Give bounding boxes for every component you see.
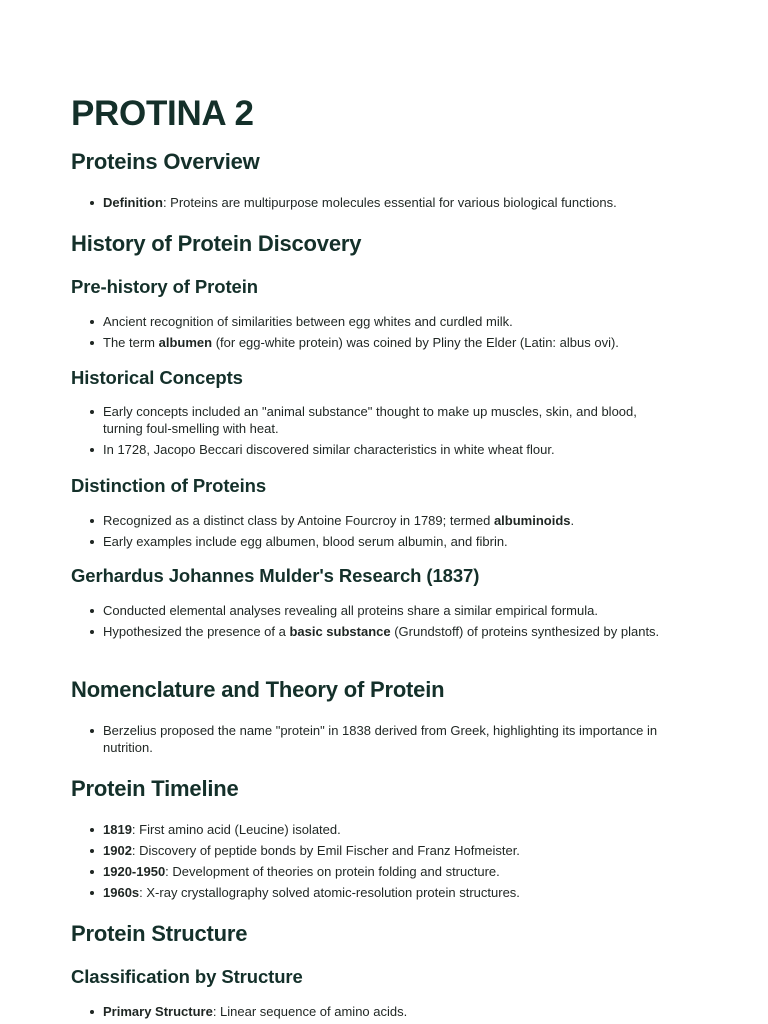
section-heading-nomenclature: Nomenclature and Theory of Protein	[71, 677, 445, 702]
list-item: Early concepts included an "animal substance" thought to make up muscles, skin, and blood, turning foul-smelling with heat.	[71, 403, 661, 437]
subsection-heading-prehistory: Pre-history of Protein	[71, 276, 258, 297]
section-heading-proteins-overview: Proteins Overview	[71, 149, 260, 174]
concepts-list	[71, 403, 661, 462]
list-item: 1920-1950: Development of theories on protein folding and structure.	[71, 863, 661, 880]
list-item: In 1728, Jacopo Beccari discovered similar characteristics in white wheat flour.	[71, 441, 661, 458]
overview-list	[71, 194, 661, 215]
nomenclature-list	[71, 722, 661, 760]
distinction-list	[71, 512, 661, 554]
classification-list	[71, 1003, 661, 1024]
list-item: Primary Structure: Linear sequence of amino acids.	[71, 1003, 661, 1020]
section-heading-structure: Protein Structure	[71, 921, 248, 946]
list-item: Early examples include egg albumen, blood serum albumin, and fibrin.	[71, 533, 661, 550]
list-item: Recognized as a distinct class by Antoine Fourcroy in 1789; termed albuminoids.	[71, 512, 661, 529]
subsection-heading-historical-concepts: Historical Concepts	[71, 367, 243, 388]
document-title: PROTINA 2	[71, 94, 254, 133]
prehistory-list	[71, 313, 661, 355]
list-item: Berzelius proposed the name "protein" in 1838 derived from Greek, highlighting its importance in nutrition.	[71, 722, 661, 756]
list-item: Conducted elemental analyses revealing all proteins share a similar empirical formula.	[71, 602, 661, 619]
subsection-heading-distinction: Distinction of Proteins	[71, 475, 267, 496]
section-heading-history: History of Protein Discovery	[71, 231, 362, 256]
list-item: Definition: Proteins are multipurpose molecules essential for various biological functions.	[71, 194, 661, 211]
subsection-heading-mulder: Gerhardus Johannes Mulder's Research (1837)	[71, 565, 480, 586]
list-item: Ancient recognition of similarities between egg whites and curdled milk.	[71, 313, 661, 330]
list-item: Hypothesized the presence of a basic substance (Grundstoff) of proteins synthesized by plants.	[71, 623, 661, 640]
list-item: 1819: First amino acid (Leucine) isolated.	[71, 821, 661, 838]
list-item: 1960s: X-ray crystallography solved atomic-resolution protein structures.	[71, 884, 661, 901]
list-item: 1902: Discovery of peptide bonds by Emil Fischer and Franz Hofmeister.	[71, 842, 661, 859]
term-definition: Definition	[103, 195, 163, 210]
timeline-list	[71, 821, 661, 905]
subsection-heading-classification: Classification by Structure	[71, 966, 303, 987]
mulder-list	[71, 602, 661, 644]
section-heading-timeline: Protein Timeline	[71, 776, 239, 801]
list-item: The term albumen (for egg-white protein) was coined by Pliny the Elder (Latin: albus ovi).	[71, 334, 661, 351]
